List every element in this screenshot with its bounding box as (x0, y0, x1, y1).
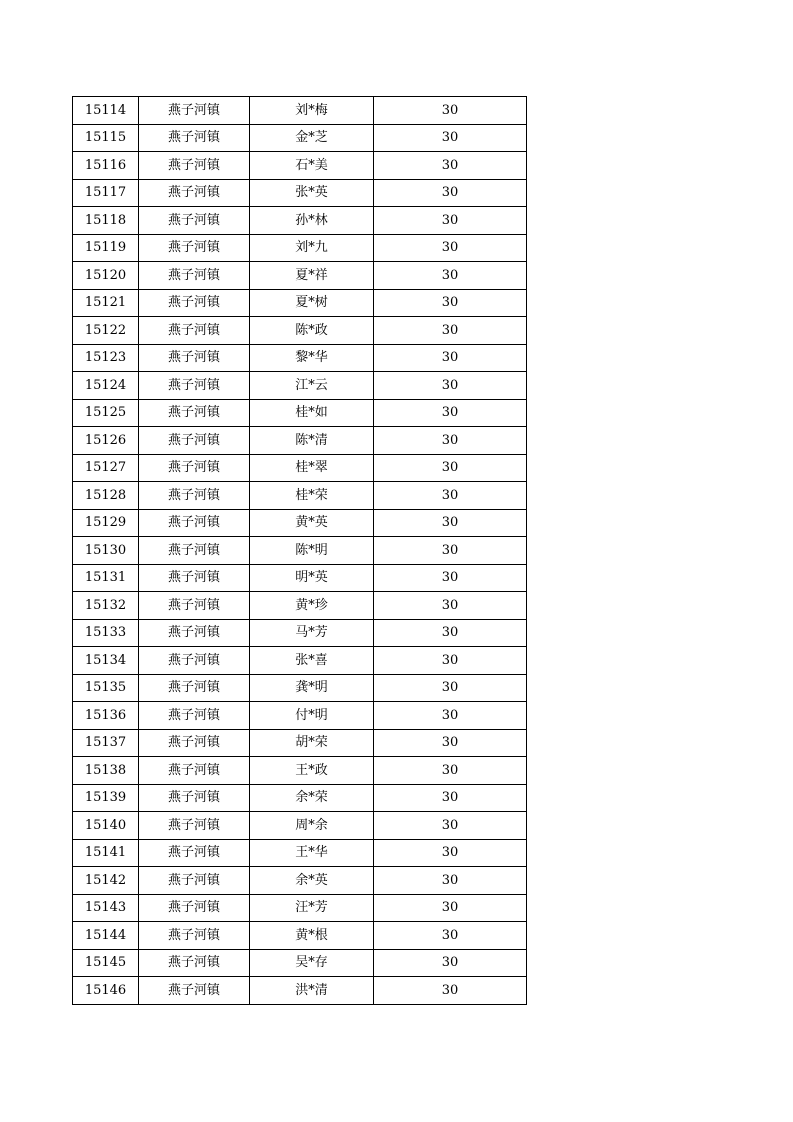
row-town-cell: 燕子河镇 (139, 454, 250, 482)
row-town-cell: 燕子河镇 (139, 179, 250, 207)
row-amount-cell: 30 (374, 207, 527, 235)
row-id-cell: 15128 (73, 482, 139, 510)
row-id-cell: 15116 (73, 152, 139, 180)
row-name-cell: 陈*明 (250, 537, 374, 565)
row-amount-cell: 30 (374, 619, 527, 647)
row-town-cell: 燕子河镇 (139, 619, 250, 647)
table-row (73, 454, 527, 482)
row-id-cell: 15127 (73, 454, 139, 482)
table-row (73, 317, 527, 345)
row-town-cell: 燕子河镇 (139, 207, 250, 235)
row-id-cell: 15123 (73, 344, 139, 372)
row-amount-cell: 30 (374, 812, 527, 840)
table-row (73, 152, 527, 180)
table-row (73, 674, 527, 702)
row-amount-cell: 30 (374, 179, 527, 207)
row-id-cell: 15133 (73, 619, 139, 647)
table-row (73, 702, 527, 730)
row-id-cell: 15124 (73, 372, 139, 400)
row-town-cell: 燕子河镇 (139, 784, 250, 812)
row-amount-cell: 30 (374, 592, 527, 620)
row-name-cell: 王*华 (250, 839, 374, 867)
row-id-cell: 15114 (73, 97, 139, 125)
row-town-cell: 燕子河镇 (139, 729, 250, 757)
row-id-cell: 15143 (73, 894, 139, 922)
row-amount-cell: 30 (374, 427, 527, 455)
row-name-cell: 余*英 (250, 867, 374, 895)
row-amount-cell: 30 (374, 784, 527, 812)
table-row (73, 949, 527, 977)
row-amount-cell: 30 (374, 509, 527, 537)
row-amount-cell: 30 (374, 922, 527, 950)
row-name-cell: 刘*梅 (250, 97, 374, 125)
table-row (73, 839, 527, 867)
table-row (73, 894, 527, 922)
row-amount-cell: 30 (374, 894, 527, 922)
row-name-cell: 余*荣 (250, 784, 374, 812)
row-name-cell: 桂*翠 (250, 454, 374, 482)
row-amount-cell: 30 (374, 757, 527, 785)
row-town-cell: 燕子河镇 (139, 234, 250, 262)
row-amount-cell: 30 (374, 729, 527, 757)
row-town-cell: 燕子河镇 (139, 949, 250, 977)
row-id-cell: 15146 (73, 977, 139, 1005)
row-amount-cell: 30 (374, 839, 527, 867)
row-name-cell: 金*芝 (250, 124, 374, 152)
row-amount-cell: 30 (374, 124, 527, 152)
table-row (73, 922, 527, 950)
table-row (73, 262, 527, 290)
row-id-cell: 15118 (73, 207, 139, 235)
row-id-cell: 15115 (73, 124, 139, 152)
row-town-cell: 燕子河镇 (139, 399, 250, 427)
row-id-cell: 15125 (73, 399, 139, 427)
row-name-cell: 洪*清 (250, 977, 374, 1005)
row-id-cell: 15141 (73, 839, 139, 867)
table-row (73, 399, 527, 427)
row-amount-cell: 30 (374, 152, 527, 180)
row-id-cell: 15131 (73, 564, 139, 592)
table-row (73, 564, 527, 592)
row-name-cell: 孙*林 (250, 207, 374, 235)
row-town-cell: 燕子河镇 (139, 592, 250, 620)
row-id-cell: 15132 (73, 592, 139, 620)
row-id-cell: 15122 (73, 317, 139, 345)
row-amount-cell: 30 (374, 289, 527, 317)
table-row (73, 812, 527, 840)
row-name-cell: 桂*荣 (250, 482, 374, 510)
row-id-cell: 15139 (73, 784, 139, 812)
row-town-cell: 燕子河镇 (139, 124, 250, 152)
row-name-cell: 张*喜 (250, 647, 374, 675)
table-row (73, 537, 527, 565)
row-name-cell: 陈*清 (250, 427, 374, 455)
row-amount-cell: 30 (374, 949, 527, 977)
row-name-cell: 黎*华 (250, 344, 374, 372)
table-row (73, 124, 527, 152)
table-row (73, 482, 527, 510)
row-name-cell: 刘*九 (250, 234, 374, 262)
roster-table-body (73, 97, 527, 1005)
row-id-cell: 15137 (73, 729, 139, 757)
row-id-cell: 15134 (73, 647, 139, 675)
row-town-cell: 燕子河镇 (139, 867, 250, 895)
row-amount-cell: 30 (374, 977, 527, 1005)
row-amount-cell: 30 (374, 399, 527, 427)
row-name-cell: 胡*荣 (250, 729, 374, 757)
row-amount-cell: 30 (374, 97, 527, 125)
row-town-cell: 燕子河镇 (139, 647, 250, 675)
row-name-cell: 桂*如 (250, 399, 374, 427)
table-row (73, 289, 527, 317)
row-town-cell: 燕子河镇 (139, 702, 250, 730)
row-amount-cell: 30 (374, 372, 527, 400)
row-id-cell: 15142 (73, 867, 139, 895)
table-row (73, 977, 527, 1005)
row-id-cell: 15129 (73, 509, 139, 537)
row-id-cell: 15121 (73, 289, 139, 317)
table-row (73, 592, 527, 620)
row-amount-cell: 30 (374, 564, 527, 592)
row-name-cell: 周*余 (250, 812, 374, 840)
row-amount-cell: 30 (374, 262, 527, 290)
row-id-cell: 15126 (73, 427, 139, 455)
table-row (73, 234, 527, 262)
table-row (73, 647, 527, 675)
row-name-cell: 石*美 (250, 152, 374, 180)
row-name-cell: 张*英 (250, 179, 374, 207)
table-row (73, 372, 527, 400)
row-town-cell: 燕子河镇 (139, 674, 250, 702)
row-id-cell: 15136 (73, 702, 139, 730)
row-name-cell: 陈*政 (250, 317, 374, 345)
row-town-cell: 燕子河镇 (139, 564, 250, 592)
row-town-cell: 燕子河镇 (139, 482, 250, 510)
row-id-cell: 15138 (73, 757, 139, 785)
row-town-cell: 燕子河镇 (139, 977, 250, 1005)
table-row (73, 427, 527, 455)
row-town-cell: 燕子河镇 (139, 317, 250, 345)
table-row (73, 619, 527, 647)
row-name-cell: 黄*英 (250, 509, 374, 537)
row-town-cell: 燕子河镇 (139, 262, 250, 290)
row-id-cell: 15119 (73, 234, 139, 262)
row-town-cell: 燕子河镇 (139, 152, 250, 180)
row-amount-cell: 30 (374, 867, 527, 895)
row-name-cell: 汪*芳 (250, 894, 374, 922)
row-id-cell: 15145 (73, 949, 139, 977)
row-name-cell: 江*云 (250, 372, 374, 400)
row-amount-cell: 30 (374, 482, 527, 510)
row-name-cell: 黄*珍 (250, 592, 374, 620)
table-row (73, 207, 527, 235)
row-town-cell: 燕子河镇 (139, 922, 250, 950)
row-name-cell: 王*政 (250, 757, 374, 785)
row-amount-cell: 30 (374, 454, 527, 482)
row-name-cell: 付*明 (250, 702, 374, 730)
row-amount-cell: 30 (374, 674, 527, 702)
row-town-cell: 燕子河镇 (139, 812, 250, 840)
row-name-cell: 黄*根 (250, 922, 374, 950)
table-row (73, 344, 527, 372)
row-town-cell: 燕子河镇 (139, 839, 250, 867)
row-amount-cell: 30 (374, 234, 527, 262)
row-town-cell: 燕子河镇 (139, 894, 250, 922)
table-row (73, 179, 527, 207)
row-town-cell: 燕子河镇 (139, 427, 250, 455)
row-name-cell: 龚*明 (250, 674, 374, 702)
row-amount-cell: 30 (374, 317, 527, 345)
row-town-cell: 燕子河镇 (139, 509, 250, 537)
row-id-cell: 15120 (73, 262, 139, 290)
row-id-cell: 15135 (73, 674, 139, 702)
row-amount-cell: 30 (374, 702, 527, 730)
row-town-cell: 燕子河镇 (139, 97, 250, 125)
row-name-cell: 吴*存 (250, 949, 374, 977)
row-name-cell: 夏*树 (250, 289, 374, 317)
table-row (73, 509, 527, 537)
table-row (73, 729, 527, 757)
roster-table (72, 96, 527, 1005)
row-id-cell: 15144 (73, 922, 139, 950)
row-town-cell: 燕子河镇 (139, 289, 250, 317)
table-row (73, 757, 527, 785)
row-id-cell: 15140 (73, 812, 139, 840)
table-row (73, 867, 527, 895)
row-town-cell: 燕子河镇 (139, 757, 250, 785)
row-name-cell: 明*英 (250, 564, 374, 592)
row-name-cell: 夏*祥 (250, 262, 374, 290)
row-id-cell: 15117 (73, 179, 139, 207)
table-row (73, 784, 527, 812)
row-town-cell: 燕子河镇 (139, 372, 250, 400)
row-town-cell: 燕子河镇 (139, 537, 250, 565)
row-amount-cell: 30 (374, 647, 527, 675)
row-amount-cell: 30 (374, 344, 527, 372)
row-amount-cell: 30 (374, 537, 527, 565)
table-row (73, 97, 527, 125)
row-name-cell: 马*芳 (250, 619, 374, 647)
row-town-cell: 燕子河镇 (139, 344, 250, 372)
row-id-cell: 15130 (73, 537, 139, 565)
